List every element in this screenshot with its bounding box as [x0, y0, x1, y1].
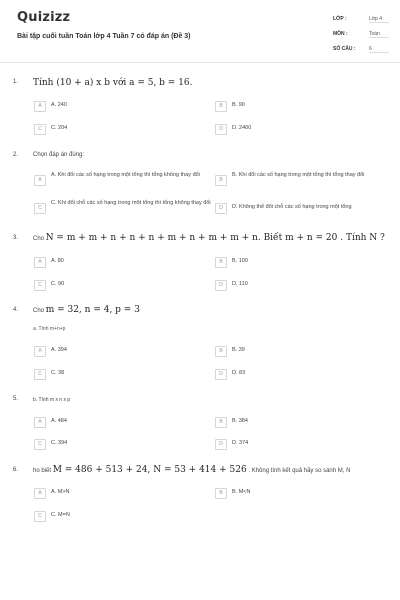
- option-text: C. 38: [51, 370, 65, 376]
- option-text: D. 110: [232, 281, 248, 287]
- meta-subject-label: MÔN :: [333, 31, 348, 37]
- option-letter-box: C: [34, 203, 46, 214]
- question-text: [33, 465, 388, 475]
- worksheet-header: [0, 0, 400, 63]
- option-letter-box: B: [215, 417, 227, 428]
- option-letter-box: B: [215, 346, 227, 357]
- option-text: C. 90: [51, 281, 65, 287]
- question-number: 5.: [13, 396, 19, 402]
- option-letter-box: A: [34, 417, 46, 428]
- option-text: B. M<N: [232, 489, 251, 495]
- option-letter-box: C: [34, 280, 46, 291]
- meta-count-value: 6: [369, 46, 389, 53]
- question-prefix: Cho: [33, 308, 46, 314]
- option-text: A. 394: [51, 347, 67, 353]
- option-letter-box: B: [215, 101, 227, 112]
- question-text: [33, 233, 388, 243]
- option-text: A. M>N: [51, 489, 70, 495]
- question-text: b. Tính m x n x p: [33, 397, 71, 403]
- option-text: A. 484: [51, 418, 67, 424]
- question-number: 4.: [13, 307, 19, 313]
- option-letter-box: D: [215, 203, 227, 214]
- option-text: B. 39: [232, 347, 245, 353]
- option-letter-box: A: [34, 175, 46, 186]
- option-text: C. M=N: [51, 512, 70, 518]
- meta-class-value: Lớp 4: [369, 16, 389, 23]
- option-letter-box: B: [215, 175, 227, 186]
- option-text: B. Khi đổi các số hạng trong một tổng thì tổng thay đổi: [232, 172, 365, 178]
- question-math: N = m + m + n + n + n + m + n + m + m + n. Biết m + n = 20 . Tính N ?: [45, 233, 385, 243]
- option-letter-box: C: [34, 124, 46, 135]
- question-suffix: . Không tính kết quả hãy so sánh M, N: [246, 468, 351, 474]
- question-subpart: a. Tính m+n+p: [33, 326, 66, 332]
- option-text: D. 2400: [232, 125, 252, 131]
- option-text: B. 100: [232, 258, 248, 264]
- option-letter-box: A: [34, 346, 46, 357]
- option-text: A. 80: [51, 258, 64, 264]
- option-text: D. Không thể đổi chỗ các số hạng trong một tổng: [232, 204, 352, 210]
- option-letter-box: D: [215, 369, 227, 380]
- option-text: D. 83: [232, 370, 246, 376]
- option-text: C. 204: [51, 125, 68, 131]
- option-letter-box: B: [215, 257, 227, 268]
- option-letter-box: A: [34, 257, 46, 268]
- option-text: C. Khi đổi chỗ các số hạng trong một tổng thì tổng không thay đổi: [51, 200, 211, 206]
- option-text: B. 384: [232, 418, 248, 424]
- option-text: D. 374: [232, 440, 249, 446]
- question-math: M = 486 + 513 + 24, N = 53 + 414 + 526: [52, 465, 247, 475]
- question-prefix: ho biết: [33, 468, 53, 474]
- option-letter-box: C: [34, 439, 46, 450]
- option-text: A. Khi đổi các số hạng trong một tổng thì tổng không thay đổi: [51, 172, 200, 178]
- meta-subject-value: Toán: [369, 31, 389, 38]
- question-text: Chọn đáp án đúng:: [33, 152, 85, 158]
- worksheet-title: Bài tập cuối tuần Toán lớp 4 Tuần 7 có đáp án (Đề 3): [17, 33, 191, 40]
- question-text: [33, 78, 388, 88]
- quizizz-logo: Quizizz: [17, 10, 71, 25]
- option-letter-box: D: [215, 124, 227, 135]
- meta-count-label: SỐ CÂU :: [333, 46, 356, 52]
- option-text: A. 240: [51, 102, 67, 108]
- option-letter-box: D: [215, 280, 227, 291]
- option-letter-box: B: [215, 488, 227, 499]
- meta-class-label: LỚP :: [333, 16, 347, 22]
- question-text: [33, 305, 388, 315]
- question-number: 2.: [13, 152, 19, 158]
- option-text: B. 90: [232, 102, 245, 108]
- option-letter-box: C: [34, 511, 46, 522]
- question-number: 6.: [13, 467, 19, 473]
- question-math: m = 32, n = 4, p = 3: [45, 305, 140, 315]
- option-letter-box: C: [34, 369, 46, 380]
- option-text: C. 394: [51, 440, 68, 446]
- question-number: 1.: [13, 79, 19, 85]
- question-math: Tính (10 + a) x b với a = 5, b = 16.: [33, 78, 193, 88]
- question-number: 3.: [13, 235, 19, 241]
- option-letter-box: A: [34, 488, 46, 499]
- question-prefix: Cho: [33, 236, 46, 242]
- option-letter-box: A: [34, 101, 46, 112]
- option-letter-box: D: [215, 439, 227, 450]
